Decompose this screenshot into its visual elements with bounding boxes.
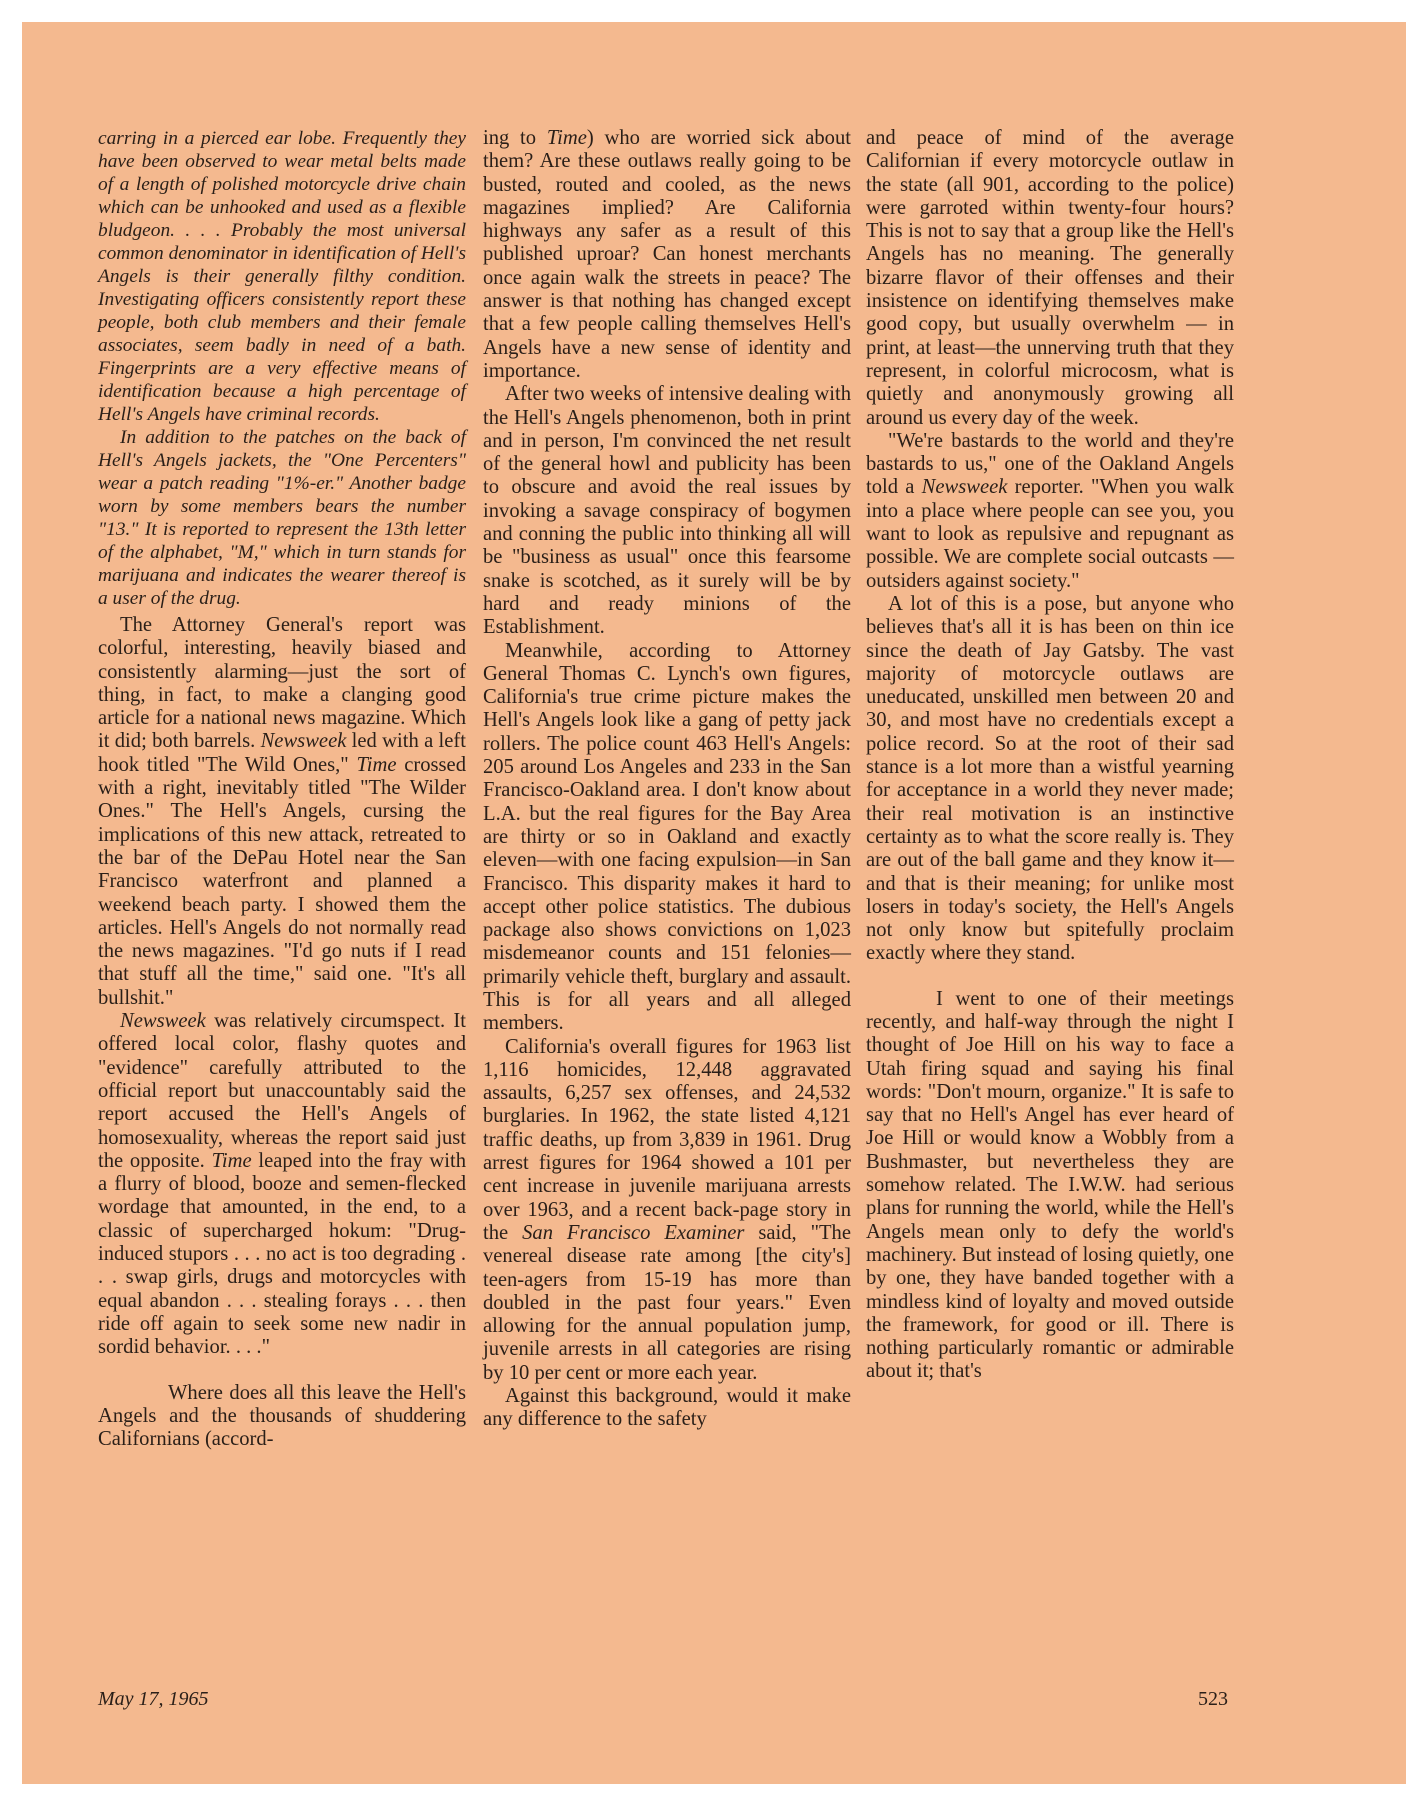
report-quote — [98, 127, 466, 610]
article-paragraph: I went to one of their meetings recently, and half-way through the night I thought of Joe Hill on his way to face a Utah firing squad and saying his final words: "Don't mourn, organize." It is safe to say that no Hell's Angel has ever heard of Joe Hill or would know a Wobbly from a Bushmaster, but nevertheless they are somehow related. The I.W.W. had serious plans for running the world, while the Hell's Angels mean only to defy the world's machinery. But instead of losing quietly, one by one, they have banded together with a mindless kind of loyalty and moved outside the framework, for good or ill. There is nothing particularly romantic or admirable about it; that's — [866, 987, 1234, 1383]
column-3 — [866, 127, 1234, 1384]
article-paragraph: and peace of mind of the average Californian if every motorcycle outlaw in the state (all 901, according to the police) were garroted within twenty-four hours? This is not to say that a group like the Hell's Angels has no meaning. The generally bizarre flavor of their offenses and their insistence on identifying themselves make good copy, but usually overwhelm — in print, at least—the unnerving truth that they represent, in colorful microcosm, what is quietly and anonymously growing all around us every day of the week. — [866, 127, 1234, 429]
article-paragraph: The Attorney General's report was colorful, interesting, heavily biased and consistently alarming—just the sort of thing, in fact, to make a clanging good article for a national news magazine. Which it did; both barrels. Newsweek led with a left hook titled "The Wild Ones," Time crossed with a right, inevitably titled "The Wilder Ones." The Hell's Angels, cursing the implications of this new attack, retreated to the bar of the DePau Hotel near the San Francisco waterfront and planned a weekend beach party. I showed them the articles. Hell's Angels do not normally read the news magazines. "I'd go nuts if I read that stuff all the time," said one. "It's all bullshit." — [98, 614, 466, 1009]
page-number: 523 — [1198, 1688, 1228, 1710]
column-1 — [98, 127, 466, 1451]
issue-date: May 17, 1965 — [98, 1688, 209, 1710]
report-quote-paragraph: carring in a pierced ear lobe. Frequently they have been observed to wear metal belts made of a length of polished motorcycle drive chain which can be unhooked and used as a flexible bludgeon. . . . Probably the most universal common denominator in identification of Hell's Angels is their generally filthy condition. Investigating officers consistently report these people, both club members and their female associates, seem badly in need of a bath. Fingerprints are a very effective means of identification because a high percentage of Hell's Angels have criminal records. — [98, 128, 466, 425]
column-2 — [483, 127, 851, 1432]
article-paragraph: ing to Time) who are worried sick about them? Are these outlaws really going to be busted, routed and cooled, as the news magazines implied? Are California highways any safer as a result of this published uproar? Can honest merchants once again walk the streets in peace? The answer is that nothing has changed except that a few people calling themselves Hell's Angels have a new sense of identity and importance. — [483, 127, 851, 382]
article-paragraph: Meanwhile, according to Attorney General Thomas C. Lynch's own figures, California's true crime picture makes the Hell's Angels look like a gang of petty jack rollers. The police count 463 Hell's Angels: 205 around Los Angeles and 233 in the San Francisco-Oakland area. I don't know about L.A. but the real figures for the Bay Area are thirty or so in Oakland and exactly eleven—with one facing expulsion—in San Francisco. This disparity makes it hard to accept other police statistics. The dubious package also shows convictions on 1,023 misdemeanor counts and 151 felonies—primarily vehicle theft, burglary and assault. This is for all years and all alleged members. — [483, 639, 851, 1035]
article-paragraph: Newsweek was relatively circumspect. It offered local color, flashy quotes and "evidence" carefully attributed to the official report but unaccountably said the report accused the Hell's Angels of homosexuality, whereas the report said just the opposite. Time leaped into the fray with a flurry of blood, booze and semen-flecked wordage that amounted, in the end, to a classic of supercharged hokum: "Drug-induced stupors . . . no act is too degrading . . . swap girls, drugs and motorcycles with equal abandon . . . stealing forays . . . then ride off again to seek some new nadir in sordid behavior. . . ." — [98, 1010, 466, 1359]
article-paragraph: Where does all this leave the Hell's Angels and the thousands of shuddering Californians (accord- — [98, 1381, 466, 1451]
article-paragraph: "We're bastards to the world and they're bastards to us," one of the Oakland Angels told a Newsweek reporter. "When you walk into a place where people can see you, you want to look as repulsive and repugnant as possible. We are complete social outcasts — outsiders against society." — [866, 429, 1234, 592]
article-paragraph: Against this background, would it make any difference to the safety — [483, 1385, 851, 1431]
article-paragraph: A lot of this is a pose, but anyone who believes that's all it is has been on thin ice since the death of Jay Gatsby. The vast majority of motorcycle outlaws are uneducated, unskilled men between 20 and 30, and most have no credentials except a police record. So at the root of their sad stance is a lot more than a wistful yearning for acceptance in a world they never made; their real motivation is an instinctive certainty as to what the score really is. They are out of the ball game and they know it—and that is their meaning; for unlike most losers in today's society, the Hell's Angels not only know but spitefully proclaim exactly where they stand. — [866, 592, 1234, 965]
article-paragraph: California's overall figures for 1963 list 1,116 homicides, 12,448 aggravated assaults, 6,257 sex offenses, and 24,532 burglaries. In 1962, the state listed 4,121 traffic deaths, up from 3,839 in 1961. Drug arrest figures for 1964 showed a 101 per cent increase in juvenile marijuana arrests over 1963, and a recent back-page story in the San Francisco Examiner said, "The venereal disease rate among [the city's] teen-agers from 15-19 has more than doubled in the past four years." Even allowing for the annual population jump, juvenile arrests in all categories are rising by 10 per cent or more each year. — [483, 1035, 851, 1384]
report-quote-paragraph: In addition to the patches on the back of Hell's Angels jackets, the "One Percenters" wear a patch reading "1%-er." Another badge worn by some members bears the number "13." It is reported to represent the 13th letter of the alphabet, "M," which in turn stands for marijuana and indicates the wearer thereof is a user of the drug. — [98, 427, 466, 609]
article-paragraph: After two weeks of intensive dealing with the Hell's Angels phenomenon, both in print and in person, I'm convinced the net result of the general howl and publicity has been to obscure and avoid the real issues by invoking a savage conspiracy of bogymen and conning the public into thinking all will be "business as usual" once this fearsome snake is scotched, as it surely will be by hard and ready minions of the Establishment. — [483, 383, 851, 639]
